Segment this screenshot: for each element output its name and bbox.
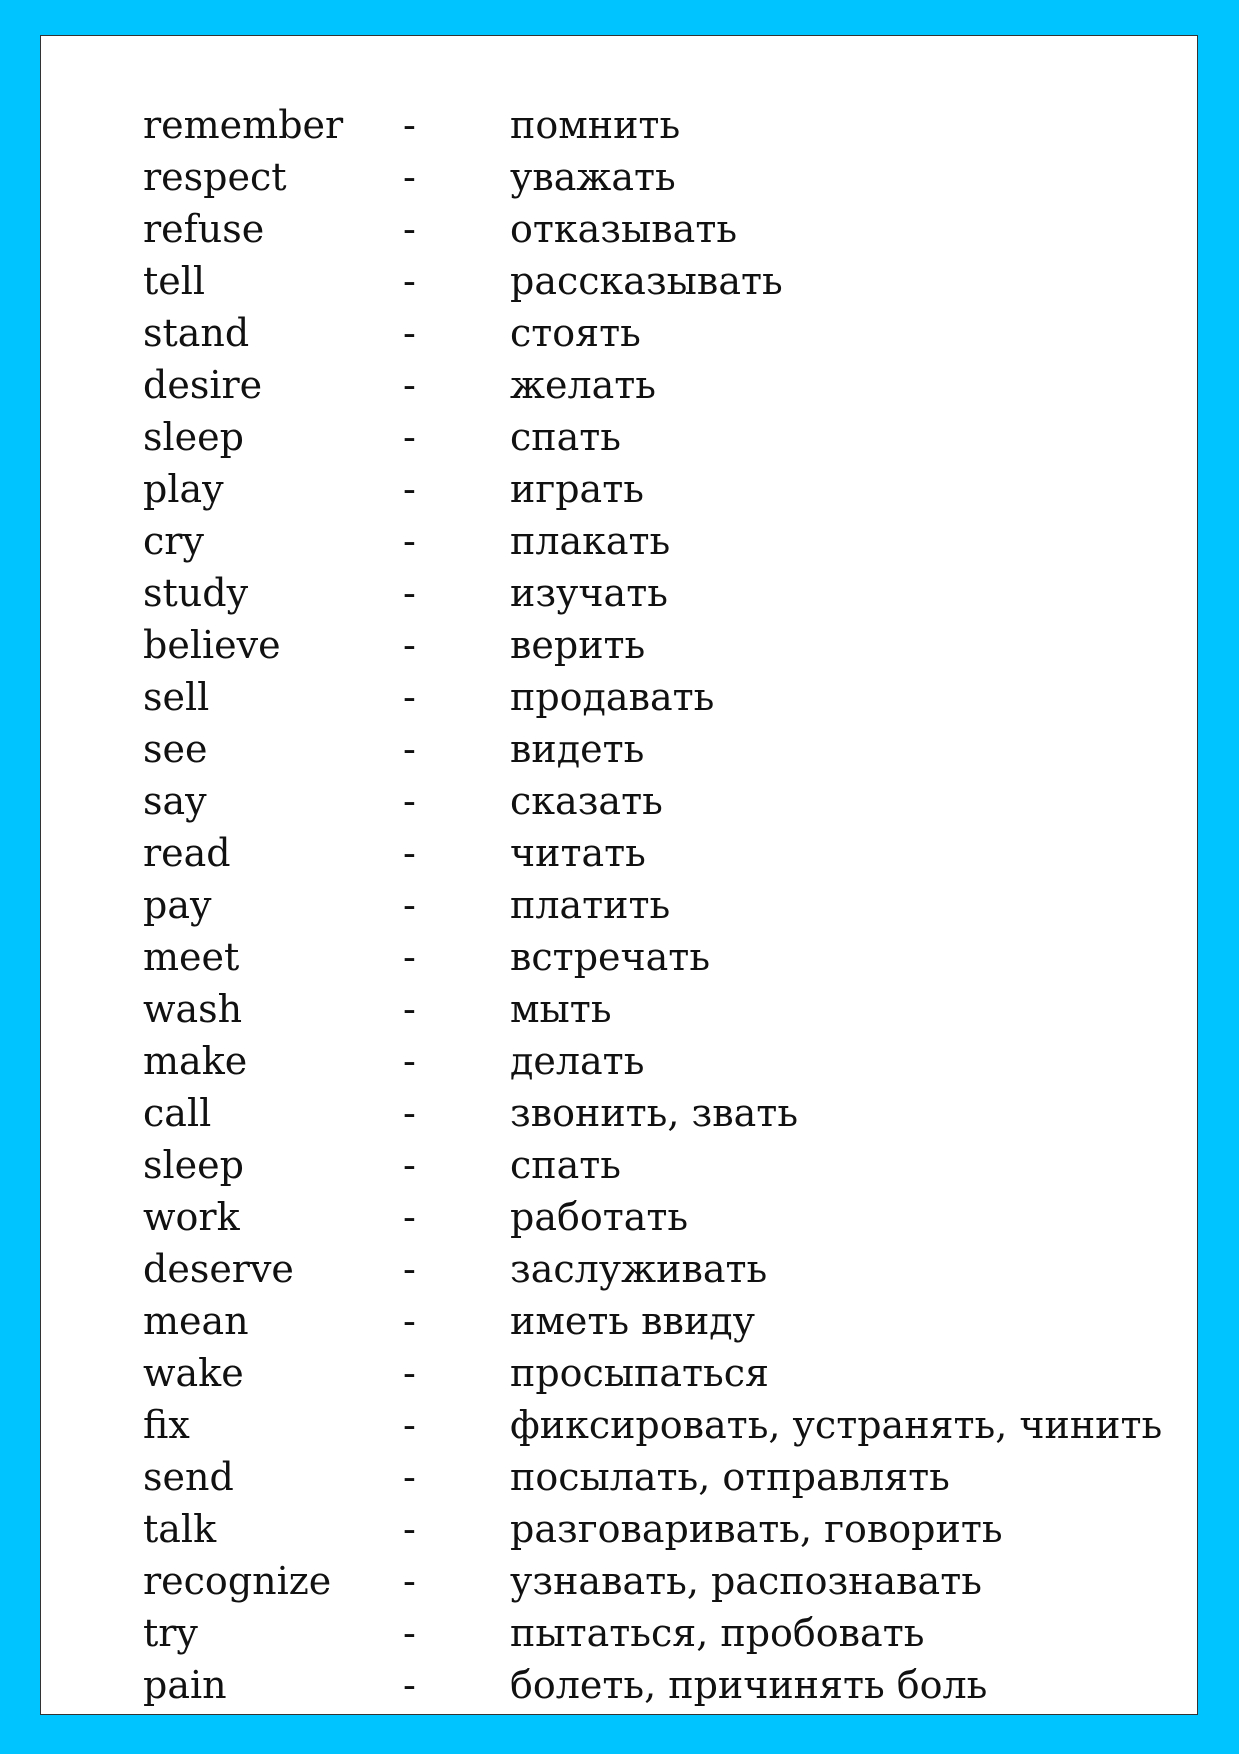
russian-translation: просыпаться	[510, 1351, 770, 1395]
vocab-row	[143, 1139, 1162, 1191]
russian-translation: узнавать, распознавать	[510, 1559, 982, 1603]
russian-translation: разговаривать, говорить	[510, 1507, 1003, 1551]
russian-translation: спать	[510, 415, 621, 459]
russian-translation: работать	[510, 1195, 689, 1239]
vocab-row	[143, 203, 1162, 255]
vocab-row	[143, 775, 1162, 827]
separator-dash: -	[403, 1559, 416, 1603]
russian-translation: платить	[510, 883, 671, 927]
russian-translation: рассказывать	[510, 259, 783, 303]
english-word: try	[143, 1611, 198, 1655]
russian-translation: продавать	[510, 675, 715, 719]
russian-translation: спать	[510, 1143, 621, 1187]
vocab-row	[143, 1191, 1162, 1243]
separator-dash: -	[403, 1195, 416, 1239]
separator-dash: -	[403, 727, 416, 771]
vocab-row	[143, 307, 1162, 359]
separator-dash: -	[403, 1611, 416, 1655]
vocab-row	[143, 1607, 1162, 1659]
separator-dash: -	[403, 1143, 416, 1187]
english-word: wake	[143, 1351, 244, 1395]
russian-translation: видеть	[510, 727, 645, 771]
vocabulary-list	[143, 99, 1162, 1711]
vocab-row	[143, 983, 1162, 1035]
separator-dash: -	[403, 519, 416, 563]
english-word: sleep	[143, 415, 244, 459]
vocab-row	[143, 723, 1162, 775]
separator-dash: -	[403, 207, 416, 251]
separator-dash: -	[403, 467, 416, 511]
vocab-row	[143, 879, 1162, 931]
vocab-row	[143, 671, 1162, 723]
vocab-row	[143, 1035, 1162, 1087]
english-word: sleep	[143, 1143, 244, 1187]
russian-translation: помнить	[510, 103, 681, 147]
vocab-row	[143, 151, 1162, 203]
vocab-row	[143, 1243, 1162, 1295]
english-word: believe	[143, 623, 281, 667]
russian-translation: отказывать	[510, 207, 738, 251]
russian-translation: стоять	[510, 311, 641, 355]
vocab-row	[143, 827, 1162, 879]
vocab-row	[143, 255, 1162, 307]
separator-dash: -	[403, 155, 416, 199]
vocabulary-sheet	[40, 35, 1198, 1715]
separator-dash: -	[403, 779, 416, 823]
vocab-row	[143, 1087, 1162, 1139]
russian-translation: играть	[510, 467, 644, 511]
separator-dash: -	[403, 1663, 416, 1707]
vocab-row	[143, 359, 1162, 411]
vocab-row	[143, 1399, 1162, 1451]
separator-dash: -	[403, 675, 416, 719]
russian-translation: уважать	[510, 155, 676, 199]
english-word: make	[143, 1039, 248, 1083]
separator-dash: -	[403, 1299, 416, 1343]
vocab-row	[143, 1347, 1162, 1399]
separator-dash: -	[403, 1507, 416, 1551]
english-word: fix	[143, 1403, 190, 1447]
separator-dash: -	[403, 935, 416, 979]
russian-translation: сказать	[510, 779, 663, 823]
vocab-row	[143, 1503, 1162, 1555]
english-word: see	[143, 727, 208, 771]
russian-translation: встречать	[510, 935, 711, 979]
russian-translation: верить	[510, 623, 646, 667]
vocab-row	[143, 931, 1162, 983]
english-word: send	[143, 1455, 234, 1499]
english-word: play	[143, 467, 224, 511]
russian-translation: делать	[510, 1039, 645, 1083]
english-word: talk	[143, 1507, 217, 1551]
russian-translation: читать	[510, 831, 646, 875]
separator-dash: -	[403, 259, 416, 303]
russian-translation: заслуживать	[510, 1247, 768, 1291]
english-word: pay	[143, 883, 212, 927]
english-word: wash	[143, 987, 243, 1031]
separator-dash: -	[403, 831, 416, 875]
english-word: desire	[143, 363, 263, 407]
vocab-row	[143, 463, 1162, 515]
english-word: mean	[143, 1299, 249, 1343]
vocab-row	[143, 1555, 1162, 1607]
separator-dash: -	[403, 415, 416, 459]
separator-dash: -	[403, 311, 416, 355]
separator-dash: -	[403, 1091, 416, 1135]
vocab-row	[143, 567, 1162, 619]
english-word: call	[143, 1091, 212, 1135]
english-word: refuse	[143, 207, 265, 251]
vocab-row	[143, 515, 1162, 567]
separator-dash: -	[403, 1351, 416, 1395]
separator-dash: -	[403, 571, 416, 615]
vocab-row	[143, 1295, 1162, 1347]
separator-dash: -	[403, 1403, 416, 1447]
english-word: sell	[143, 675, 210, 719]
english-word: stand	[143, 311, 250, 355]
russian-translation: звонить, звать	[510, 1091, 799, 1135]
english-word: recognize	[143, 1559, 332, 1603]
separator-dash: -	[403, 987, 416, 1031]
russian-translation: посылать, отправлять	[510, 1455, 950, 1499]
english-word: respect	[143, 155, 287, 199]
vocab-row	[143, 411, 1162, 463]
separator-dash: -	[403, 363, 416, 407]
russian-translation: иметь ввиду	[510, 1299, 756, 1343]
vocab-row	[143, 99, 1162, 151]
english-word: tell	[143, 259, 206, 303]
separator-dash: -	[403, 883, 416, 927]
separator-dash: -	[403, 1039, 416, 1083]
separator-dash: -	[403, 103, 416, 147]
russian-translation: изучать	[510, 571, 668, 615]
vocab-row	[143, 619, 1162, 671]
russian-translation: плакать	[510, 519, 671, 563]
english-word: read	[143, 831, 231, 875]
english-word: study	[143, 571, 249, 615]
english-word: deserve	[143, 1247, 294, 1291]
english-word: cry	[143, 519, 204, 563]
russian-translation: болеть, причинять боль	[510, 1663, 988, 1707]
russian-translation: фиксировать, устранять, чинить	[510, 1403, 1163, 1447]
russian-translation: пытаться, пробовать	[510, 1611, 925, 1655]
russian-translation: желать	[510, 363, 656, 407]
english-word: say	[143, 779, 207, 823]
separator-dash: -	[403, 1455, 416, 1499]
vocab-row	[143, 1451, 1162, 1503]
english-word: remember	[143, 103, 344, 147]
english-word: work	[143, 1195, 240, 1239]
vocab-row	[143, 1659, 1162, 1711]
russian-translation: мыть	[510, 987, 612, 1031]
english-word: meet	[143, 935, 240, 979]
separator-dash: -	[403, 623, 416, 667]
english-word: pain	[143, 1663, 227, 1707]
separator-dash: -	[403, 1247, 416, 1291]
